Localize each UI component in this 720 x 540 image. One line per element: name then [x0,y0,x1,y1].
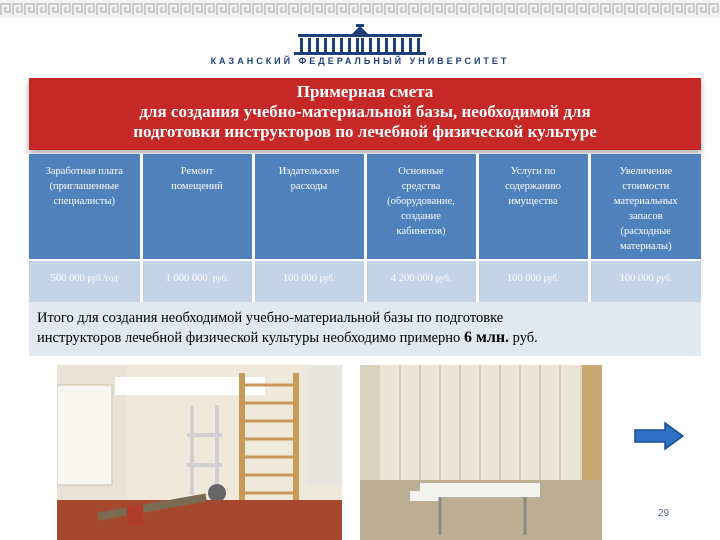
header-cell-repair: Ремонт помещений [141,154,253,260]
value-cell-repair: 1 000 000 руб. [141,260,253,311]
header-cell-fixed-assets: Основные средства (оборудование, создание кабинетов) [365,154,477,260]
title-line-3: подготовки инструкторов по лечебной физической культуре [133,122,597,141]
total-amount: 6 млн. [463,329,510,346]
university-logo [290,24,430,58]
value-cell-maintenance: 100 000 руб. [477,260,589,311]
total-summary [29,302,701,356]
header-cell-publishing: Издательские расходы [253,154,365,260]
university-name: КАЗАНСКИЙ ФЕДЕРАЛЬНЫЙ УНИВЕРСИТЕТ [210,56,510,66]
value-cell-fixed-assets: 4 200 000 руб. [365,260,477,311]
value-cell-salary: 500 000 руб./год [29,260,141,311]
value-cell-publishing: 100 000 руб. [253,260,365,311]
right-arrow-icon[interactable] [633,421,685,451]
title-line-2: для создания учебно-материальной базы, необходимой для [139,102,591,121]
header-cell-supplies: Увеличение стоимости материальных запасов (расходные материалы) [589,154,701,260]
page-number: 29 [658,508,670,519]
gym-photo [57,365,342,540]
value-cell-supplies: 100 000 руб. [589,260,701,311]
header-cell-maintenance: Услуги по содержанию имущества [477,154,589,260]
title-line-1: Примерная смета [296,82,434,101]
title-banner [29,78,701,150]
estimate-table [29,154,701,311]
massage-room-photo [360,365,602,540]
greek-key-border [0,0,720,18]
total-line-1: Итого для создания необходимой учебно-материальной базы по подготовке [37,310,504,326]
table-header-row [29,154,701,260]
header-cell-salary: Заработная плата (приглашенные специалисты) [29,154,141,260]
total-line-2: инструкторов лечебной физической культуры необходимо примерно 6 млн. руб. [37,329,538,346]
